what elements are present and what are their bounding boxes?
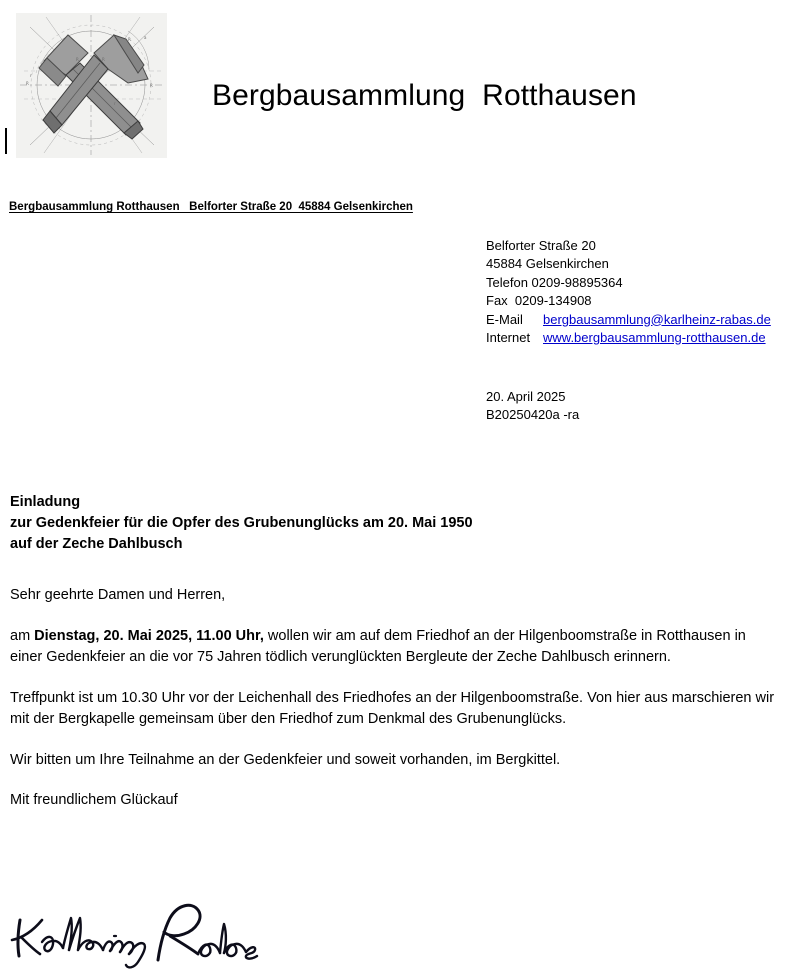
svg-text:a: a (144, 35, 147, 40)
svg-text:R: R (150, 83, 153, 88)
contact-phone: Telefon 0209-98895364 (486, 274, 623, 290)
contact-email-label: E-Mail (486, 311, 523, 327)
paragraph-1-post: wollen wir am auf dem Friedhof an der Hilgenboomstraße in Rotthausen in einer Gedenkfeier an die vor 75 Jahren tödlich verunglückten Bergleute der Zeche Dahlbusch erinnern. (10, 627, 746, 665)
signature-image (8, 898, 268, 972)
svg-text:R: R (76, 57, 79, 62)
contact-internet-row (486, 329, 771, 347)
paragraph-1-pre: am (10, 627, 35, 644)
contact-internet-label: Internet (486, 330, 531, 346)
contact-email-link[interactable]: bergbausammlung@karlheinz-rabas.de (543, 311, 771, 327)
contact-street: Belforter Straße 20 (486, 238, 596, 253)
svg-text:r: r (30, 73, 32, 78)
subject-line-3: auf der Zeche Dahlbusch (10, 536, 183, 552)
body-paragraph-1 (10, 626, 780, 669)
paragraph-1-emphasis: Dienstag, 20. Mai 2025, 11.00 Uhr, (34, 627, 264, 644)
subject-line-1: Einladung (10, 494, 81, 510)
letter-body (10, 585, 780, 812)
subject-line-2: zur Gedenkfeier für die Opfer des Grubenunglücks am 20. Mai 1950 (10, 515, 473, 531)
contact-block (486, 237, 771, 347)
handwritten-signature-icon (8, 898, 268, 972)
date-block (486, 388, 579, 425)
body-paragraph-3: Wir bitten um Ihre Teilnahme an der Gedenkfeier und soweit vorhanden, im Bergkittel. (10, 751, 561, 768)
subject-block (10, 492, 473, 555)
contact-website-link[interactable]: www.bergbausammlung-rotthausen.de (543, 330, 766, 346)
svg-text:r: r (114, 101, 116, 106)
svg-text:R: R (102, 57, 105, 62)
page-title: Bergbausammlung Rotthausen (212, 79, 637, 112)
svg-text:R: R (128, 37, 131, 42)
return-address-line: Bergbausammlung Rotthausen Belforter Straße 20 45884 Gelsenkirchen (9, 201, 413, 213)
margin-tick-mark (5, 128, 7, 154)
bergbausammlung-logo-image (16, 13, 167, 158)
contact-fax: Fax 0209-134908 (486, 293, 592, 309)
letterhead (0, 0, 800, 175)
body-paragraph-2: Treffpunkt ist um 10.30 Uhr vor der Leichenhall des Friedhofes an der Hilgenboomstraße. Von hier aus marschieren wir mit der Bergkapelle gemeinsam über den Friedhof zum Denkmal des Grubenunglücks. (10, 689, 775, 727)
salutation: Sehr geehrte Damen und Herren, (10, 587, 226, 603)
letter-date: 20. April 2025 (486, 389, 566, 404)
closing-line: Mit freundlichem Glückauf (10, 792, 178, 808)
svg-text:R: R (26, 81, 29, 86)
schlaegel-und-eisen-icon (16, 13, 167, 158)
letter-reference: B20250420a -ra (486, 407, 580, 423)
contact-email-row (486, 311, 771, 329)
contact-city: 45884 Gelsenkirchen (486, 256, 609, 272)
